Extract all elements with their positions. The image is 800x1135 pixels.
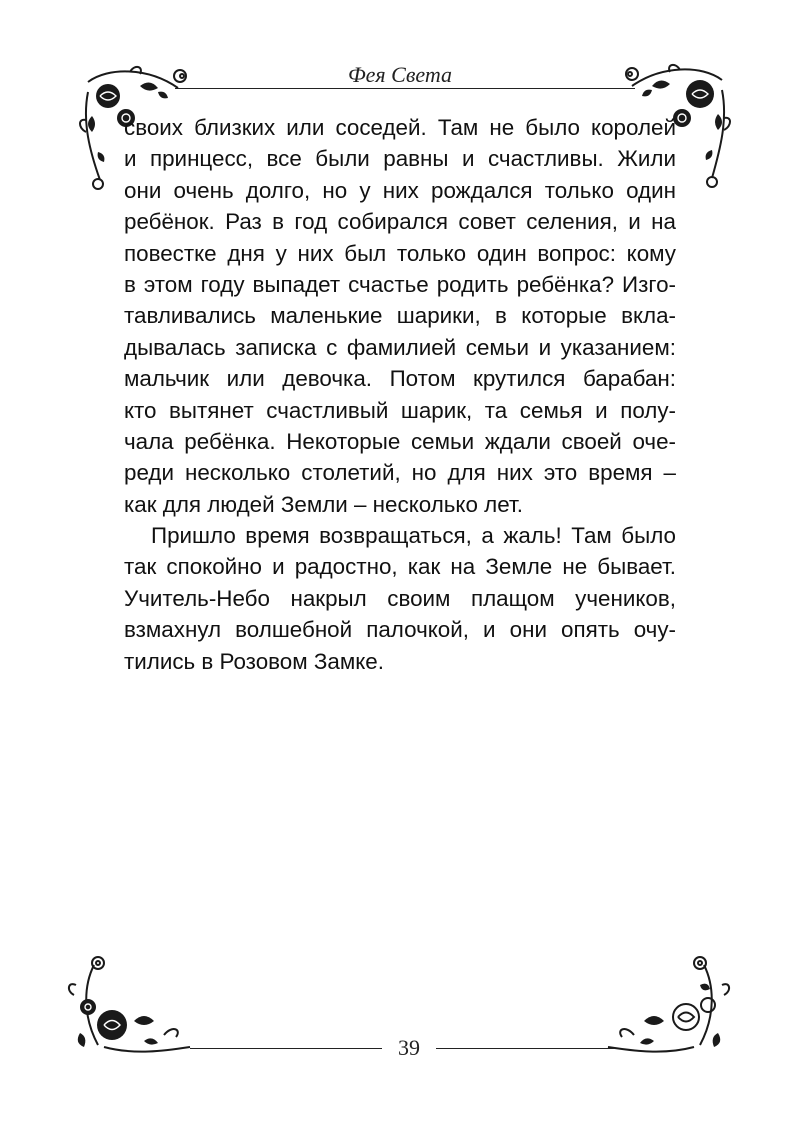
text-line: мальчик или девочка. Потом крутился барабан: (124, 366, 676, 392)
text-line: они очень долго, но у них рождался только один (124, 177, 676, 203)
footer-rule-right (436, 1048, 614, 1049)
text-line: дывалась записка с фамилией семьи и указанием: (124, 334, 676, 360)
text-line: тавливались маленькие шарики, в которые вкла- (124, 303, 676, 329)
body-text (124, 112, 676, 677)
text-line: повестке дня у них был только один вопрос: кому (124, 240, 676, 266)
text-line: и принцесс, все были равны и счастливы. Жили (124, 146, 676, 172)
text-line: в этом году выпадет счастье родить ребёнка? Изго- (124, 271, 676, 297)
rose-ornament-bottom-right-icon (604, 955, 734, 1065)
text-line: так спокойно и радостно, как на Земле не бывает. (124, 554, 676, 580)
text-line: Учитель-Небо накрыл своим плащом учеников, (124, 585, 676, 611)
text-line: кто вытянет счастливый шарик, та семья и полу- (124, 397, 676, 423)
text-line: как для людей Земли – несколько лет. (124, 491, 523, 517)
text-line: реди несколько столетий, но для них это время – (124, 460, 676, 486)
text-line: ребёнок. Раз в год собирался совет селения, и на (124, 209, 676, 235)
footer-rule-left (190, 1048, 382, 1049)
text-line: тились в Розовом Замке. (124, 648, 384, 674)
page-number: 39 (398, 1035, 420, 1060)
paragraph-first-line: Пришло время возвращаться, а жаль! Там было (151, 523, 676, 549)
rose-ornament-bottom-left-icon (64, 955, 194, 1065)
text-line: своих близких или соседей. Там не было королей (124, 115, 676, 140)
text-line: взмахнул волшебной палочкой, и они опять очу- (124, 617, 676, 643)
running-header-title: Фея Света (347, 62, 453, 87)
text-line: чала ребёнка. Некоторые семьи ждали своей оче- (124, 428, 676, 454)
header-rule (175, 88, 635, 89)
